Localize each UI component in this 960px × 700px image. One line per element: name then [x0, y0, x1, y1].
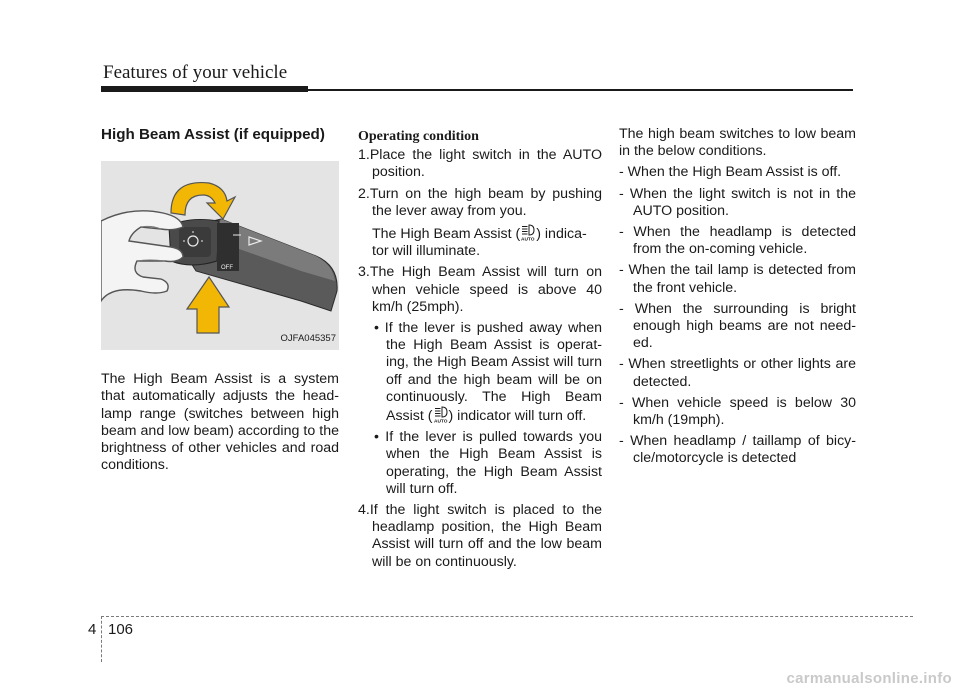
- intro-paragraph: The High Beam Assist is a system that automatically adjusts the head-lamp range (switches between high beam and low beam) according to the brightness of other vehicles and road conditions.: [101, 371, 339, 474]
- bullet-2: • If the lever is pulled towards you when the High Beam Assist is operating, the High Beam Assist will turn off.: [374, 429, 602, 497]
- icon-auto-text: AUTO: [433, 419, 448, 424]
- header-rule-thick: [101, 86, 308, 92]
- page-number: 106: [108, 621, 134, 638]
- lever-drawing: [101, 161, 339, 350]
- left-column: [101, 126, 339, 474]
- header-rule-thin: [308, 89, 853, 91]
- condition-item: - When the light switch is not in the AUTO position.: [619, 185, 856, 219]
- condition-item: - When vehicle speed is below 30 km/h (19mph).: [619, 394, 856, 429]
- condition-item: - When headlamp / taillamp of bicy-cle/motorcycle is detected: [619, 433, 856, 467]
- figure-code-label: OJFA045357: [280, 333, 336, 344]
- page-header-title: Features of your vehicle: [103, 62, 288, 83]
- condition-item: - When the tail lamp is detected from the front vehicle.: [619, 262, 856, 296]
- site-watermark: carmanualsonline.info: [786, 670, 952, 687]
- step-2: 2.Turn on the high beam by pushing the lever away from you.: [358, 185, 602, 219]
- condition-item: - When the surrounding is bright enough high beams are not need-ed.: [619, 300, 856, 352]
- conditions-intro: The high beam switches to low beam in the below conditions.: [619, 126, 856, 160]
- condition-item: - When the High Beam Assist is off.: [619, 164, 842, 181]
- bullet-1-before: • If the lever is pushed away when the High Beam Assist is operat-ing, the High Beam Assist will turn off and the high beam will be on continuously. The High Beam Assist (: [374, 320, 602, 425]
- step-4: 4.If the light switch is placed to the headlamp position, the High Beam Assist will turn off and the low beam will be on continuously.: [358, 502, 602, 570]
- step-3: 3.The High Beam Assist will turn on when vehicle speed is above 40 km/h (25mph).: [358, 264, 602, 315]
- condition-item: - When streetlights or other lights are detected.: [619, 356, 856, 390]
- high-beam-assist-icon: [433, 406, 449, 423]
- lever-off-label: OFF: [221, 265, 233, 272]
- step-2-note: [358, 224, 602, 260]
- section-heading: High Beam Assist (if equipped): [101, 126, 325, 143]
- bullet-1-after: ) indicator will turn off.: [448, 408, 587, 425]
- footer-vertical-divider: [101, 616, 102, 662]
- condition-item: - When the headlamp is detected from the on-coming vehicle.: [619, 224, 856, 258]
- step-2-note-before: The High Beam Assist (: [372, 226, 521, 243]
- step-1: 1.Place the light switch in the AUTO position.: [358, 147, 602, 181]
- icon-auto-text: AUTO: [521, 237, 535, 242]
- step-2-note-after: ) indica-tor will illuminate.: [372, 226, 587, 260]
- lever-illustration: [101, 161, 339, 350]
- chapter-number: 4: [88, 621, 97, 638]
- bullet-1: [358, 320, 602, 425]
- right-column: [619, 126, 856, 468]
- footer-divider: [101, 616, 913, 617]
- middle-column: [358, 126, 602, 571]
- high-beam-assist-icon: [520, 224, 536, 241]
- operating-condition-heading: Operating condition: [358, 129, 479, 144]
